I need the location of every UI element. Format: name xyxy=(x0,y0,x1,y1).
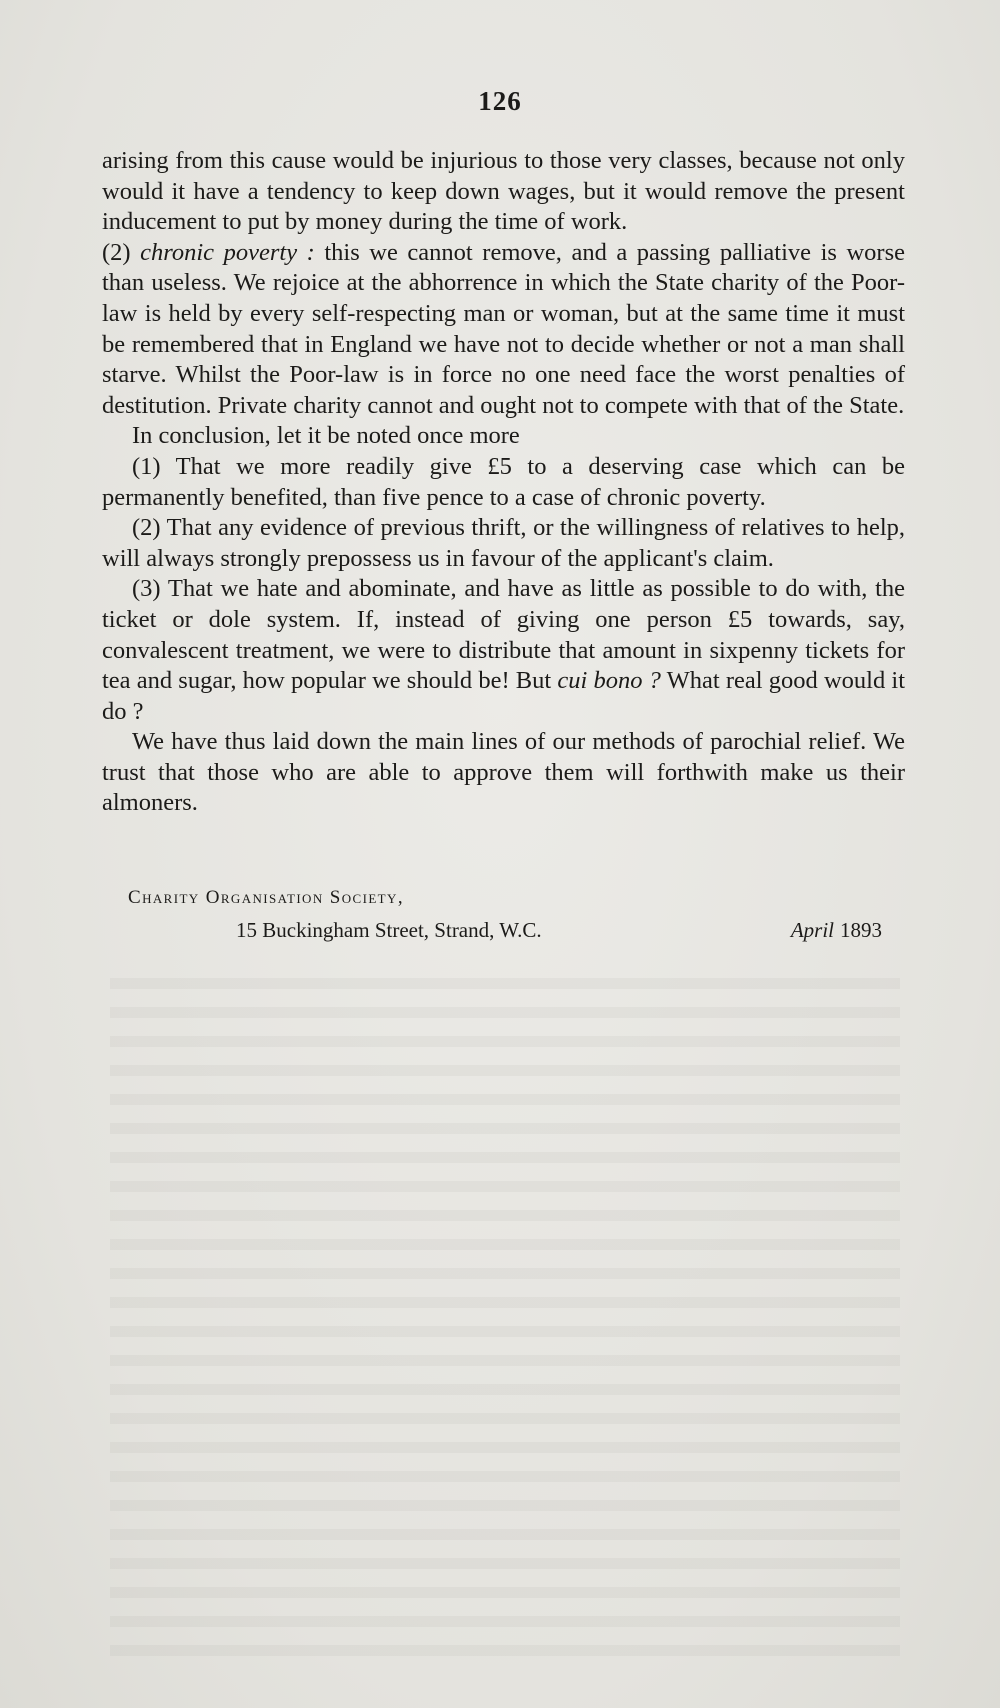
date-month: April xyxy=(790,918,834,942)
organisation-address: 15 Buckingham Street, Strand, W.C. xyxy=(236,918,542,942)
show-through-texture xyxy=(110,960,900,1660)
paragraph-text: this we cannot remove, and a passing palliative is worse than useless. We rejoice at the abhorrence in which the State charity of the Poor-law is held by every self-respecting man or woman, but at the same time it must be remembered that in England we have not to decide whether or not a man shall starve. Whilst the Poor-law is in force no one need face the worst penalties of destitution. Private charity cannot and ought not to compete with that of the State. xyxy=(102,238,905,419)
paragraph-continuation: arising from this cause would be injurious to those very classes, because not only would it have a tendency to keep down wages, but it would remove the present inducement to put by money during the time of work. xyxy=(102,147,905,236)
paragraph-text: (3) That we hate and abominate, and have as little as possible to do with, the ticket or dole system. If, instead of giving one person £5 towards, say, convalescent treatment, we were to distribute that amount in sixpenny tickets for tea and sugar, how popular we should be! But xyxy=(102,575,905,695)
paragraph-point-2: (2) That any evidence of previous thrift, or the willingness of relatives to help, will always strongly prepossess us in favour of the applicant's claim. xyxy=(102,514,905,572)
organisation-name: Charity Organisation Society, xyxy=(128,887,404,908)
italic-term: chronic poverty : xyxy=(140,238,315,266)
paragraph-text-end: What real good would it do ? xyxy=(102,667,906,725)
item-number: (2) xyxy=(102,238,141,266)
paragraph-chronic-poverty xyxy=(102,238,905,422)
body-text xyxy=(102,146,905,819)
italic-phrase: cui bono ? xyxy=(557,667,661,695)
date-year: 1893 xyxy=(840,918,882,942)
paragraph-conclusion: In conclusion, let it be noted once more xyxy=(132,422,520,450)
paragraph-point-3 xyxy=(102,574,905,727)
publication-date xyxy=(791,918,882,943)
paragraph-closing: We have thus laid down the main lines of our methods of parochial relief. We trust that those who are able to approve them will forthwith make us their almoners. xyxy=(102,728,905,817)
paragraph-point-1: (1) That we more readily give £5 to a deserving case which can be permanently benefited, than five pence to a case of chronic poverty. xyxy=(102,452,905,511)
page-number: 126 xyxy=(478,86,522,116)
